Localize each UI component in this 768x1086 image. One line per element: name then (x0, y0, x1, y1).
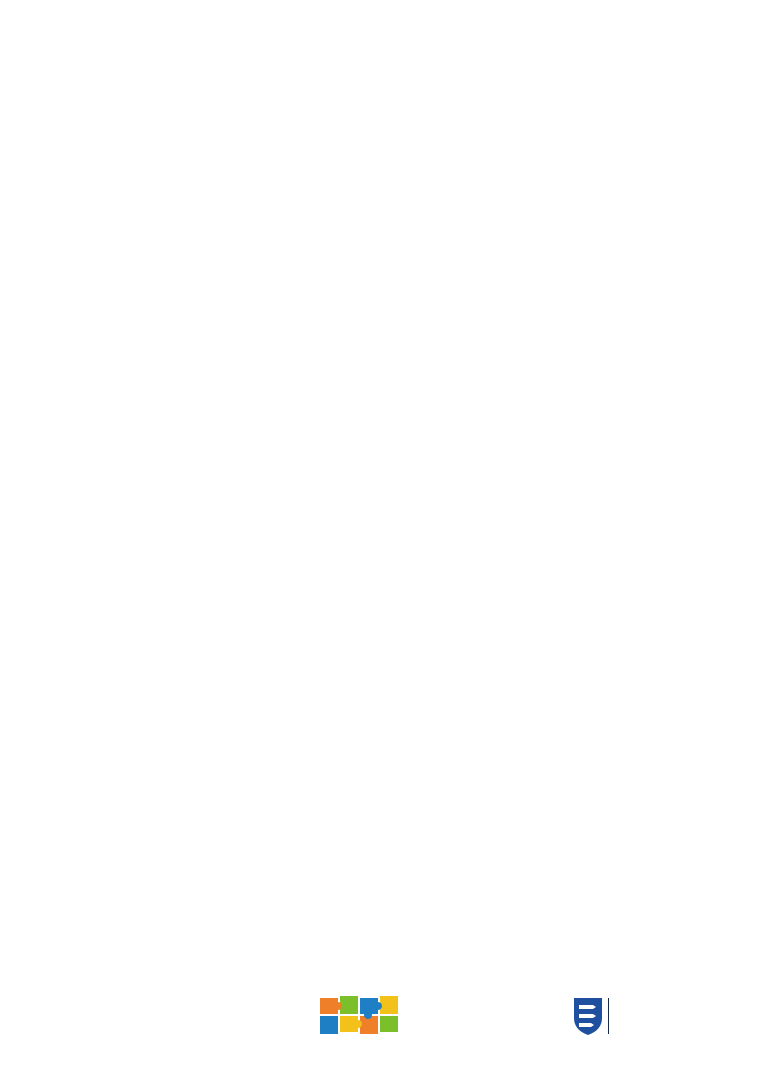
puzzle-logo-icon (316, 994, 406, 1038)
schedule-column-3 (488, 548, 758, 618)
estonian-crest-icon (572, 996, 604, 1036)
alarm-clock-icon (300, 548, 334, 586)
alarm-clock-icon (498, 548, 532, 586)
ministry-divider (608, 998, 609, 1034)
column-header (488, 548, 758, 598)
schedule-column-2 (290, 548, 480, 598)
column-header (38, 548, 288, 598)
alarm-clock-icon (48, 548, 82, 586)
decorative-pattern-top (0, 0, 768, 440)
decorative-pattern-bottom (0, 930, 768, 990)
column-header (290, 548, 480, 598)
schedule-column-1 (38, 548, 288, 618)
